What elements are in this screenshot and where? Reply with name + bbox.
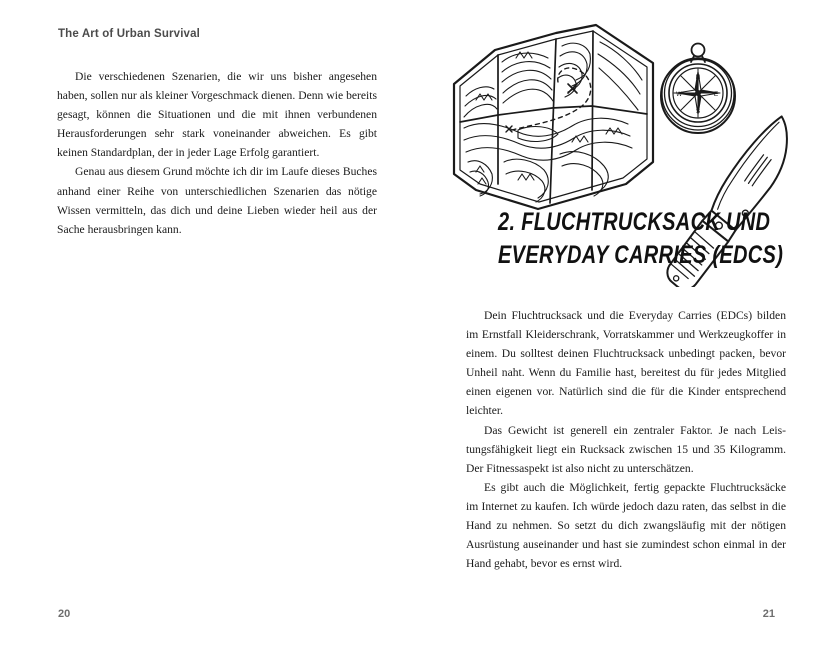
right-page-text-column (466, 306, 786, 573)
running-head: The Art of Urban Survival (58, 28, 200, 40)
chapter-heading-line-1: 2. FLUCHTRUCKSACK UND (498, 208, 771, 236)
page-number-right: 21 (762, 608, 775, 620)
compass-label-south: S (695, 108, 701, 115)
folded-map-icon (454, 25, 653, 209)
compass-label-north: N (695, 74, 701, 81)
paragraph: Das Gewicht ist generell ein zentraler Faktor. Je nach Leistungsfähigkeit liegt ein Rucksack zwischen 15 und 35 Kilogramm. Der Fitnessaspekt ist also nicht zu unterschätzen. (466, 423, 786, 475)
compass-icon (661, 44, 735, 134)
page-number-left: 20 (58, 608, 71, 620)
chapter-heading (498, 206, 784, 272)
left-page-text-column (57, 67, 377, 239)
paragraph: Dein Fluchtrucksack und die Everyday Carries (EDCs) bilden im Ernstfall Kleiderschrank, Vorratskammer und Werkzeugkoffer in einem. Du solltest deinen Fluchtrucksack unbedingt packen, bevor Unheil naht. Wenn du Familie hast, bereitest du für jedes Mitglied einen eigenen vor. Natürlich sind die für die Kinder entsprechend leichter. (466, 309, 786, 418)
compass-label-west: W (675, 91, 683, 98)
paragraph: Genau aus diesem Grund möchte ich dir im Laufe dieses Buches anhand einer Reihe von unterschiedlichen Szenarien das nötige Wissen vermitteln, das dich und deine Lieben wieder heil aus der Sache herausbringen kann. (57, 165, 377, 236)
paragraph: Die verschiedenen Szenarien, die wir uns bisher angesehen haben, sollen nur als kleiner Vorgeschmack dienen. Denn wie bereits gesagt, können die Situationen und die mit ihnen verbundenen Herausforderungen sehr stark voneinander abweichen. Es gibt keinen Standardplan, der in jeder Lage Erfolg garantiert. (57, 70, 377, 160)
compass-label-east: E (713, 91, 719, 98)
chapter-heading-line-2: EVERYDAY CARRIES (EDCS) (498, 241, 784, 269)
paragraph: Es gibt auch die Möglichkeit, fertig gepackte Fluchtrucksäcke im Internet zu kaufen. Ich würde jedoch dazu raten, das selbst in die Hand zu nehmen. So setzt du dich zwangsläufig mit der nötigen Ausrüstung auseinander und hast sie zumindest schon einmal in der Hand gehabt, bevor es ernst wird. (466, 480, 786, 571)
